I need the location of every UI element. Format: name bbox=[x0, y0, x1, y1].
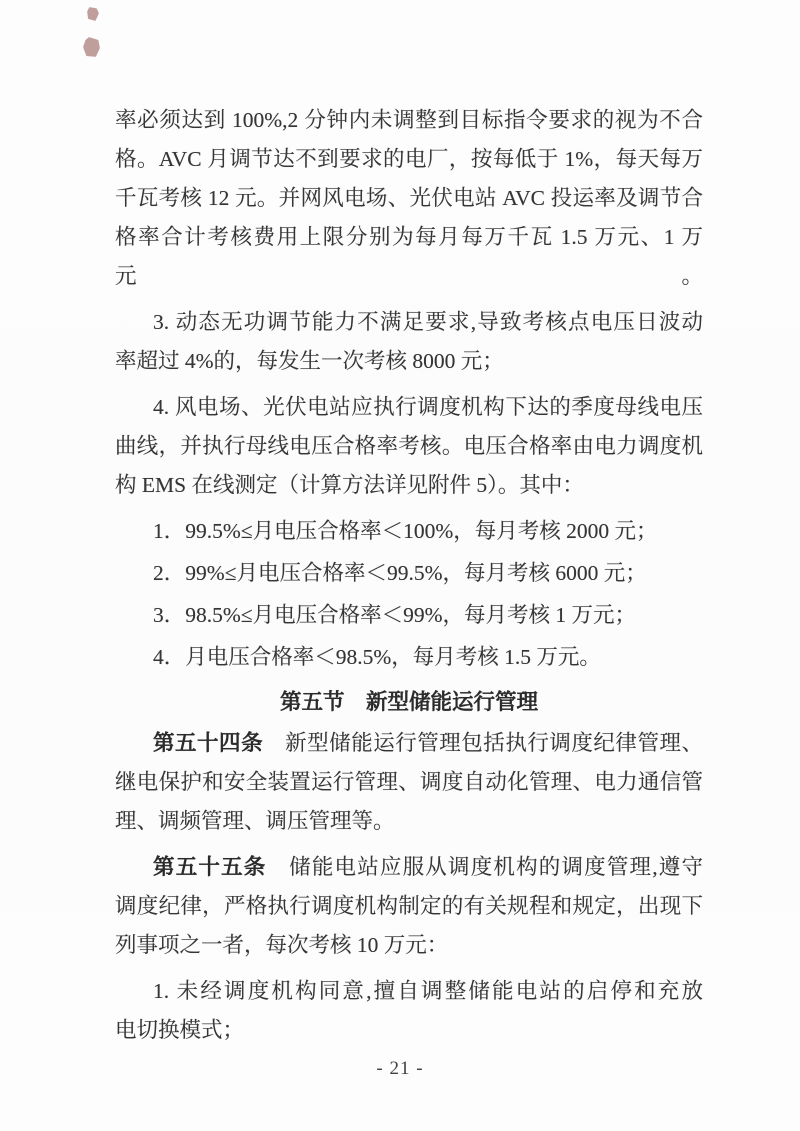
text-line bbox=[115, 972, 703, 1011]
paragraph bbox=[115, 848, 703, 965]
text-line bbox=[115, 596, 703, 635]
text-segment: 调度纪律，严格执行调度机构制定的有关规程和规定，出现下 bbox=[115, 894, 703, 918]
scan-ink-artifact bbox=[83, 37, 100, 57]
text-line bbox=[115, 101, 703, 140]
text-line bbox=[115, 1011, 703, 1050]
text-segment: 电切换模式； bbox=[115, 1018, 245, 1042]
text-segment: 储能电站应服从调度机构的调度管理,遵守 bbox=[266, 855, 703, 879]
page-number: - 21 - bbox=[376, 1058, 424, 1079]
text-line bbox=[115, 342, 703, 381]
text-line bbox=[115, 179, 703, 218]
document-body bbox=[115, 101, 703, 1057]
text-segment: 4．月电压合格率＜98.5%，每月考核 1.5 万元。 bbox=[153, 645, 601, 669]
text-line bbox=[115, 802, 703, 841]
paragraph bbox=[115, 101, 703, 296]
text-segment: 1．99.5%≤月电压合格率＜100%，每月考核 2000 元； bbox=[153, 519, 658, 543]
text-line bbox=[115, 218, 703, 296]
text-segment: 4. 风电场、光伏电站应执行调度机构下达的季度母线电压 bbox=[153, 395, 703, 419]
paragraph bbox=[115, 303, 703, 381]
text-segment: 理、调频管理、调压管理等。 bbox=[115, 809, 395, 833]
text-line bbox=[115, 724, 703, 763]
text-segment: 率必须达到 100%,2 分钟内未调整到目标指令要求的视为不合 bbox=[115, 108, 703, 132]
text-segment: 格率合计考核费用上限分别为每月每万千瓦 1.5 万元、1 万元。 bbox=[115, 225, 703, 288]
text-line bbox=[115, 303, 703, 342]
text-segment: 千瓦考核 12 元。并网风电场、光伏电站 AVC 投运率及调节合 bbox=[115, 186, 703, 210]
article-number: 第五十五条 bbox=[153, 855, 267, 879]
text-segment: 列事项之一者，每次考核 10 万元： bbox=[115, 933, 449, 957]
text-segment: 第五节 新型储能运行管理 bbox=[279, 690, 538, 714]
text-segment: 继电保护和安全装置运行管理、调度自动化管理、电力通信管 bbox=[115, 770, 703, 794]
text-line bbox=[115, 763, 703, 802]
text-line bbox=[115, 466, 703, 505]
numbered-list bbox=[115, 512, 703, 677]
text-segment: 率超过 4%的，每发生一次考核 8000 元； bbox=[115, 349, 504, 373]
text-segment: 格。AVC 月调节达不到要求的电厂，按每低于 1%，每天每万 bbox=[115, 147, 703, 171]
paragraph bbox=[115, 724, 703, 841]
text-line bbox=[115, 512, 703, 551]
text-line bbox=[115, 887, 703, 926]
text-line bbox=[115, 427, 703, 466]
text-line bbox=[115, 638, 703, 677]
text-line bbox=[115, 388, 703, 427]
text-segment: 新型储能运行管理包括执行调度纪律管理、 bbox=[263, 731, 703, 755]
text-line bbox=[115, 926, 703, 965]
text-segment: 3．98.5%≤月电压合格率＜99%，每月考核 1 万元； bbox=[153, 603, 636, 627]
text-line bbox=[115, 140, 703, 179]
scan-ink-artifact bbox=[87, 7, 99, 21]
text-segment: 1. 未经调度机构同意,擅自调整储能电站的启停和充放 bbox=[153, 979, 703, 1003]
paragraph bbox=[115, 972, 703, 1050]
article-number: 第五十四条 bbox=[153, 731, 264, 755]
section-heading bbox=[115, 683, 703, 722]
text-segment: 3. 动态无功调节能力不满足要求,导致考核点电压日波动 bbox=[153, 310, 703, 334]
text-segment: 曲线，并执行母线电压合格率考核。电压合格率由电力调度机 bbox=[115, 434, 703, 458]
text-segment: 2．99%≤月电压合格率＜99.5%，每月考核 6000 元； bbox=[153, 561, 647, 585]
text-line bbox=[115, 848, 703, 887]
text-line bbox=[115, 683, 703, 722]
text-segment: 构 EMS 在线测定（计算方法详见附件 5）。其中： bbox=[115, 473, 584, 497]
text-line bbox=[115, 554, 703, 593]
paragraph bbox=[115, 388, 703, 505]
